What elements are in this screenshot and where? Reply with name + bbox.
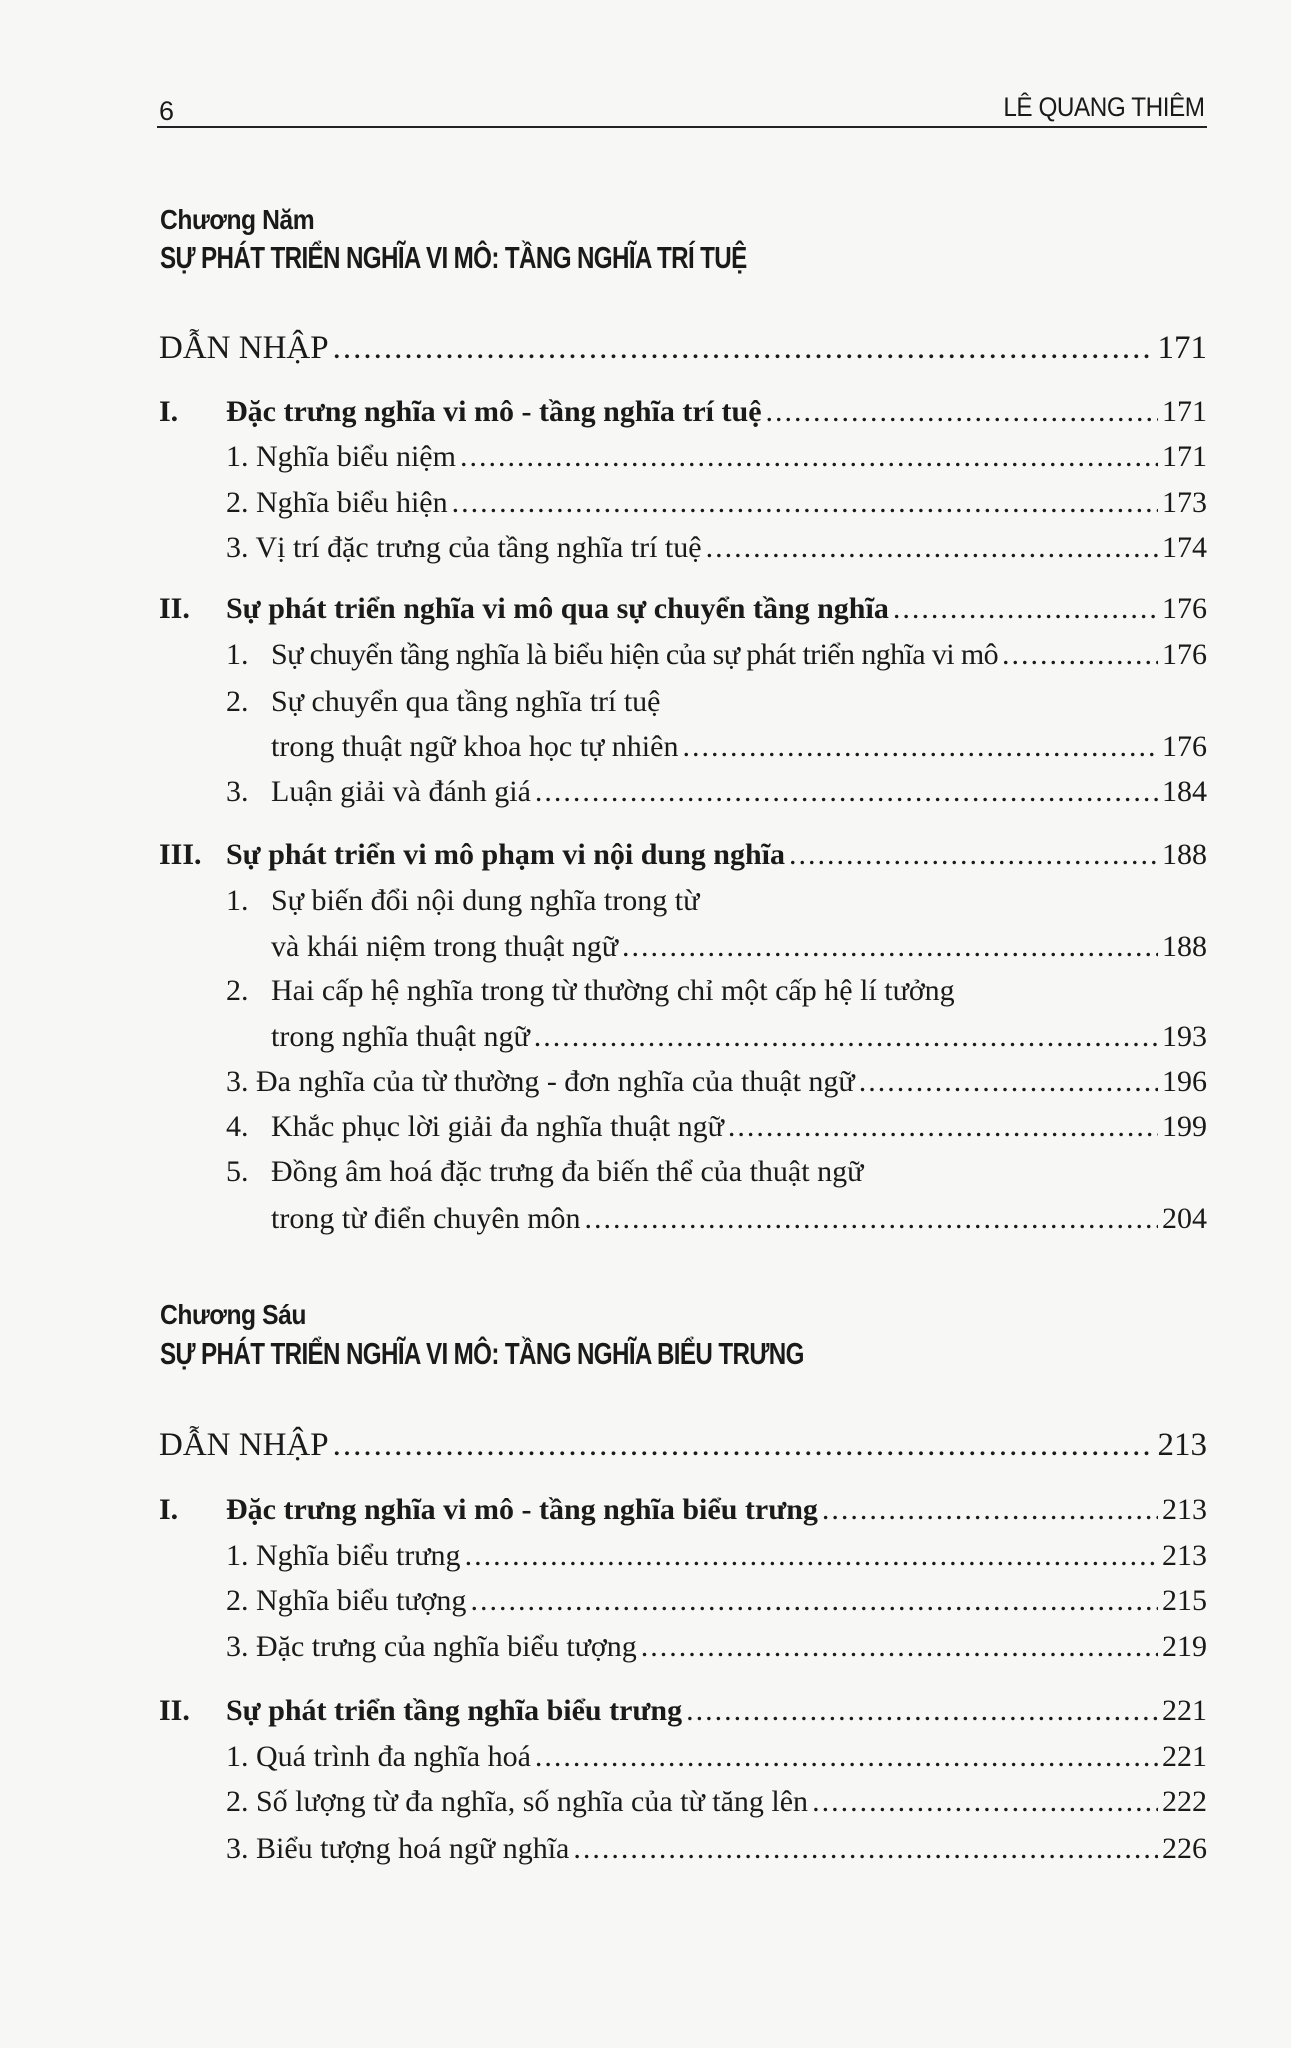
dot-leader: [859, 1059, 1158, 1105]
section-numeral: II.: [159, 1694, 190, 1727]
toc-item[interactable]: [226, 1578, 1207, 1624]
entry-page: 173: [1162, 486, 1207, 519]
entry-page: 199: [1162, 1110, 1207, 1143]
toc-item-continuation[interactable]: [271, 924, 1207, 970]
toc-item[interactable]: [226, 769, 1207, 815]
entry-label: Hai cấp hệ nghĩa trong từ thường chỉ một cấp hệ lí tưởng: [271, 974, 955, 1007]
entry-page: 221: [1162, 1740, 1207, 1773]
dot-leader: [766, 389, 1158, 435]
item-number: 2.: [226, 974, 249, 1007]
dot-leader: [728, 1104, 1158, 1150]
toc-section[interactable]: [159, 832, 1207, 878]
toc-item-continuation[interactable]: [271, 1014, 1207, 1060]
toc-section[interactable]: [159, 389, 1207, 435]
entry-label: DẪN NHẬP: [159, 1427, 329, 1463]
toc-item[interactable]: [226, 1533, 1207, 1579]
toc-item[interactable]: [226, 1059, 1207, 1105]
entry-page: 226: [1162, 1832, 1207, 1865]
toc-item[interactable]: [226, 480, 1207, 526]
toc-item[interactable]: [226, 679, 1207, 725]
dot-leader: [333, 1422, 1154, 1468]
entry-label: Khắc phục lời giải đa nghĩa thuật ngữ: [271, 1110, 724, 1143]
entry-page: 213: [1157, 1427, 1207, 1463]
chapter-label: Chương Sáu: [160, 1299, 306, 1330]
item-number: 1.: [226, 884, 249, 917]
item-number: 2.: [226, 685, 249, 718]
dot-leader: [573, 1826, 1158, 1872]
dot-leader: [585, 1196, 1158, 1242]
dot-leader: [682, 724, 1158, 770]
dot-leader: [706, 525, 1158, 571]
entry-page: 193: [1162, 1020, 1207, 1053]
section-numeral: III.: [159, 838, 202, 871]
entry-page: 188: [1162, 838, 1207, 871]
entry-label: 1. Nghĩa biểu trưng: [226, 1539, 461, 1572]
entry-label: trong thuật ngữ khoa học tự nhiên: [271, 730, 679, 763]
entry-page: 171: [1162, 440, 1207, 473]
entry-label: 3. Đa nghĩa của từ thường - đơn nghĩa của thuật ngữ: [226, 1065, 855, 1098]
dot-leader: [789, 832, 1158, 878]
entry-label: 2. Nghĩa biểu tượng: [226, 1584, 467, 1617]
entry-page: 222: [1162, 1785, 1207, 1818]
entry-label: Đặc trưng nghĩa vi mô - tầng nghĩa trí tuệ: [226, 395, 762, 428]
entry-page: 219: [1162, 1630, 1207, 1663]
toc-section[interactable]: [159, 1487, 1207, 1533]
entry-label: Sự chuyển qua tầng nghĩa trí tuệ: [271, 685, 661, 718]
entry-page: 171: [1157, 330, 1207, 366]
item-number: 4.: [226, 1110, 249, 1143]
dot-leader: [686, 1688, 1158, 1734]
toc-section[interactable]: [159, 1688, 1207, 1734]
entry-label: trong từ điển chuyên môn: [271, 1202, 581, 1235]
dot-leader: [822, 1487, 1158, 1533]
section-numeral: I.: [159, 395, 179, 428]
toc-item[interactable]: [226, 525, 1207, 571]
toc-item[interactable]: [226, 1734, 1207, 1780]
toc-item-continuation[interactable]: [271, 724, 1207, 770]
toc-item[interactable]: [226, 1826, 1207, 1872]
entry-label: Sự biến đổi nội dung nghĩa trong từ: [271, 884, 700, 917]
entry-page: 171: [1162, 395, 1207, 428]
entry-label: 3. Vị trí đặc trưng của tầng nghĩa trí tuệ: [226, 531, 702, 564]
entry-label: 1. Quá trình đa nghĩa hoá: [226, 1740, 531, 1773]
entry-page: 215: [1162, 1584, 1207, 1617]
toc-item-continuation[interactable]: [271, 1196, 1207, 1242]
toc-item[interactable]: [226, 1104, 1207, 1150]
entry-label: 3. Biểu tượng hoá ngữ nghĩa: [226, 1832, 570, 1865]
entry-page: 213: [1162, 1539, 1207, 1572]
running-header-author: LÊ QUANG THIÊM: [1003, 92, 1205, 122]
entry-page: 221: [1162, 1694, 1207, 1727]
dot-leader: [470, 1578, 1158, 1624]
entry-page: 174: [1162, 531, 1207, 564]
entry-label: 2. Số lượng từ đa nghĩa, số nghĩa của từ tăng lên: [226, 1785, 809, 1818]
toc-item[interactable]: [226, 878, 1207, 924]
item-number: 1.: [226, 638, 249, 671]
entry-page: 204: [1162, 1202, 1207, 1235]
dot-leader: [333, 325, 1154, 371]
entry-label: Đồng âm hoá đặc trưng đa biến thể của thuật ngữ: [271, 1155, 864, 1188]
toc-section[interactable]: [159, 586, 1207, 632]
entry-label: Đặc trưng nghĩa vi mô - tầng nghĩa biểu trưng: [226, 1493, 818, 1526]
entry-page: 213: [1162, 1493, 1207, 1526]
section-numeral: I.: [159, 1493, 179, 1526]
item-number: 5.: [226, 1155, 249, 1188]
toc-item[interactable]: [226, 968, 1207, 1014]
chapter-label: Chương Năm: [160, 204, 315, 235]
toc-item[interactable]: [226, 632, 1207, 678]
entry-label: Sự phát triển tầng nghĩa biểu trưng: [226, 1694, 683, 1727]
entry-label: và khái niệm trong thuật ngữ: [271, 930, 619, 963]
chapter-title: SỰ PHÁT TRIỂN NGHĨA VI MÔ: TẦNG NGHĨA TRÍ TUỆ: [160, 240, 747, 275]
entry-page: 188: [1162, 930, 1207, 963]
toc-entry-intro[interactable]: [159, 1422, 1207, 1468]
toc-item[interactable]: [226, 434, 1207, 480]
entry-label: 2. Nghĩa biểu hiện: [226, 486, 448, 519]
dot-leader: [622, 924, 1158, 970]
dot-leader: [535, 769, 1158, 815]
entry-label: Sự phát triển vi mô phạm vi nội dung nghĩa: [226, 838, 785, 871]
entry-page: 176: [1162, 592, 1207, 625]
toc-item[interactable]: [226, 1149, 1207, 1195]
chapter-title: SỰ PHÁT TRIỂN NGHĨA VI MÔ: TẦNG NGHĨA BIỂU TRƯNG: [160, 1336, 804, 1371]
dot-leader: [641, 1624, 1158, 1670]
entry-page: 176: [1162, 638, 1207, 671]
header-rule: [157, 126, 1207, 128]
page-number: 6: [159, 96, 175, 126]
item-number: 3.: [226, 775, 249, 808]
entry-page: 176: [1162, 730, 1207, 763]
dot-leader: [893, 586, 1158, 632]
entry-label: Luận giải và đánh giá: [271, 775, 531, 808]
toc-item[interactable]: [226, 1779, 1207, 1825]
entry-page: 196: [1162, 1065, 1207, 1098]
dot-leader: [535, 1734, 1158, 1780]
dot-leader: [460, 434, 1158, 480]
toc-entry-intro[interactable]: [159, 325, 1207, 371]
section-numeral: II.: [159, 592, 190, 625]
toc-item[interactable]: [226, 1624, 1207, 1670]
entry-label: Sự phát triển nghĩa vi mô qua sự chuyển tầng nghĩa: [226, 592, 889, 625]
entry-label: DẪN NHẬP: [159, 330, 329, 366]
entry-label: trong nghĩa thuật ngữ: [271, 1020, 530, 1053]
entry-label: 3. Đặc trưng của nghĩa biểu tượng: [226, 1630, 637, 1663]
dot-leader: [465, 1533, 1158, 1579]
dot-leader: [1002, 632, 1158, 678]
dot-leader: [812, 1779, 1158, 1825]
dot-leader: [534, 1014, 1158, 1060]
entry-page: 184: [1162, 775, 1207, 808]
entry-label: Sự chuyển tầng nghĩa là biểu hiện của sự phát triển nghĩa vi mô: [271, 638, 999, 671]
entry-label: 1. Nghĩa biểu niệm: [226, 440, 456, 473]
dot-leader: [452, 480, 1158, 526]
